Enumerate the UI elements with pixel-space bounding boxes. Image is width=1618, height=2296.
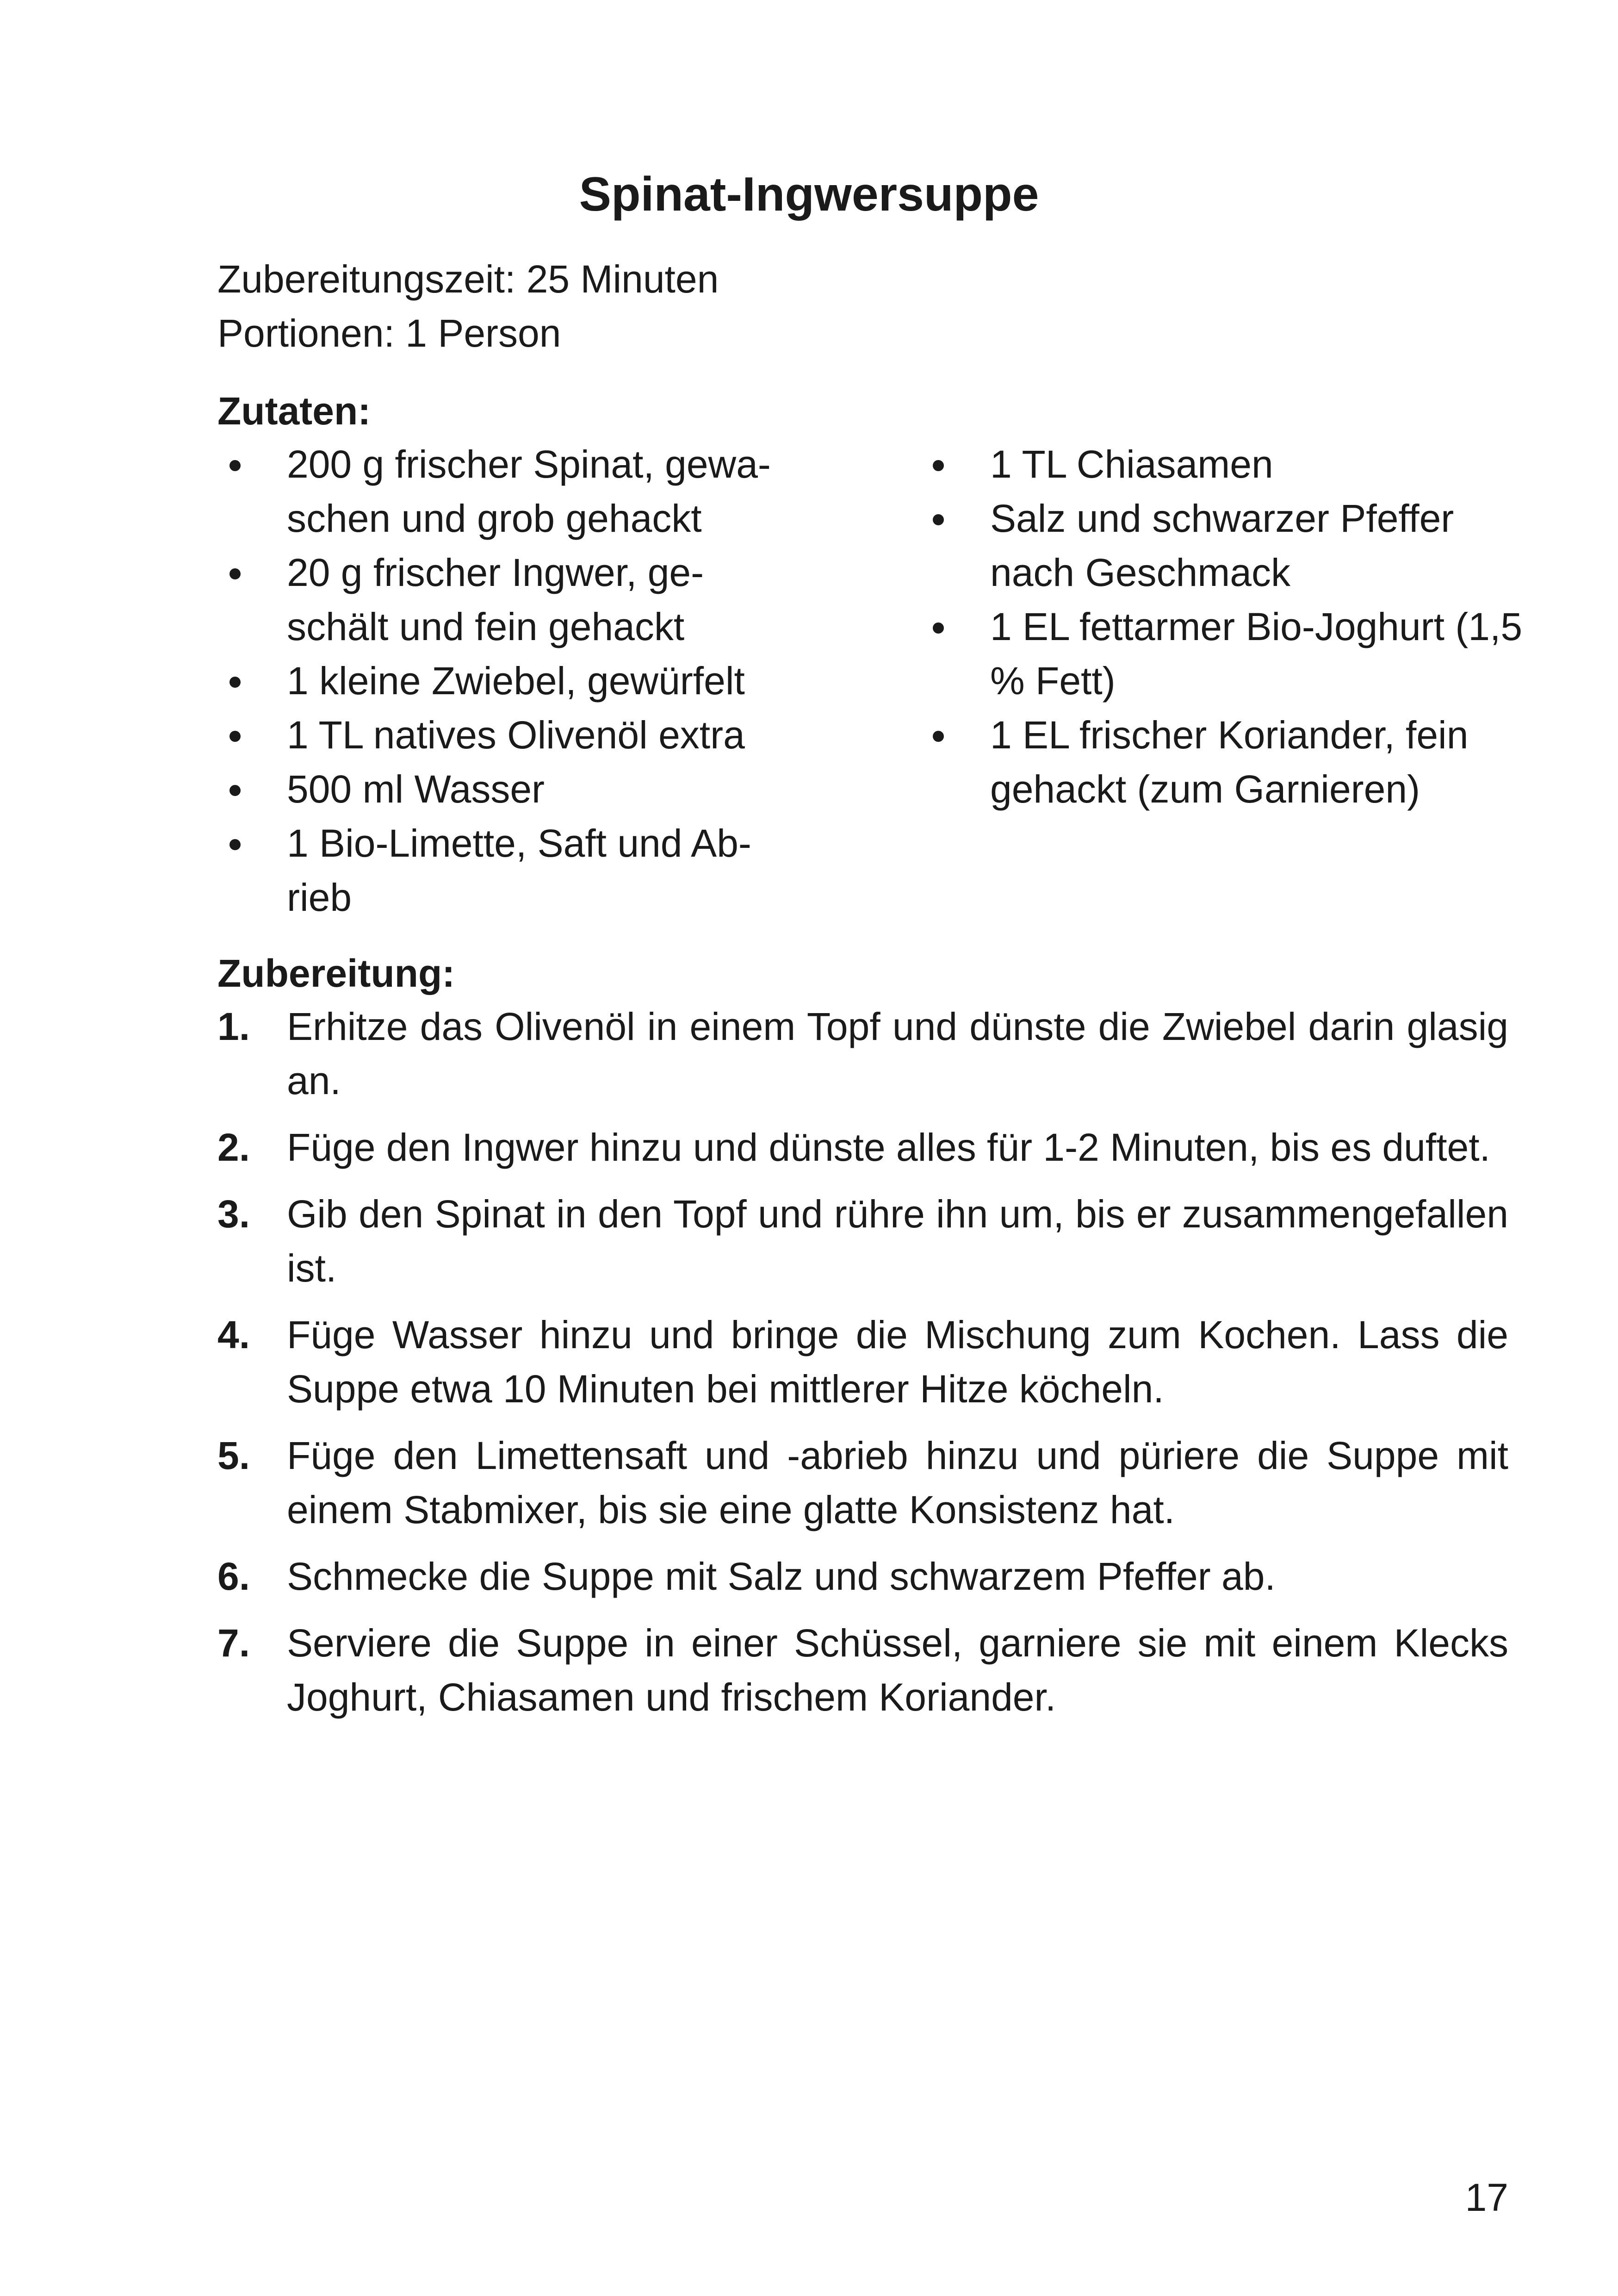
ingredient-item [217,437,796,546]
bullet-icon [221,654,249,708]
step-text: Serviere die Suppe in einer Schüssel, garniere sie mit einem Klecks Joghurt, Chiasamen und frischem Koriander. [287,1621,1508,1719]
ingredient-text: Salz und schwarzer Pfeffer nach Geschmack [990,497,1454,594]
bullet-icon [924,492,952,546]
prep-time: Zubereitungszeit: 25 Minuten [217,257,719,301]
recipe-title: Spinat-Ingwersuppe [579,168,1039,221]
ingredients-heading: Zutaten: [217,389,371,433]
step-item [217,1429,1508,1537]
step-text: Schmecke die Suppe mit Salz und schwarzem Pfeffer ab. [287,1555,1276,1598]
step-number: 2. [217,1126,250,1169]
bullet-icon [924,437,952,492]
bullet-icon [221,762,249,816]
ingredient-item [921,492,1536,600]
step-text: Erhitze das Olivenöl in einem Topf und dünste die Zwiebel darin glasig an. [287,1005,1508,1102]
ingredient-item [921,437,1536,492]
ingredient-item [217,546,796,654]
step-number: 6. [217,1555,250,1598]
step-item [217,1000,1508,1108]
ingredient-item [921,708,1536,816]
bullet-icon [221,437,249,492]
step-text: Füge den Ingwer hinzu und dünste alles für 1-2 Minuten, bis es duftet. [287,1126,1490,1169]
ingredients-list-left [217,437,796,925]
ingredient-text: 20 g frischer Ingwer, ge-schält und fein gehackt [287,551,704,648]
ingredient-item [217,708,796,762]
step-text: Füge den Limettensaft und -abrieb hinzu und püriere die Suppe mit einem Stabmixer, bis sie eine glatte Konsistenz hat. [287,1434,1508,1531]
ingredient-text: 1 EL fettarmer Bio-Joghurt (1,5 % Fett) [990,605,1523,703]
ingredient-item [217,654,796,708]
servings: Portionen: 1 Person [217,311,561,355]
step-item [217,1308,1508,1416]
preparation-steps [217,1000,1508,1737]
step-number: 7. [217,1621,250,1665]
bullet-icon [924,600,952,654]
ingredient-text: 1 TL Chiasamen [990,442,1273,486]
step-item [217,1616,1508,1724]
ingredient-text: 1 TL natives Olivenöl extra [287,713,745,757]
recipe-meta [217,252,719,361]
bullet-icon [221,546,249,600]
bullet-icon [924,708,952,762]
step-number: 3. [217,1192,250,1236]
step-text: Gib den Spinat in den Topf und rühre ihn um, bis er zusammengefallen ist. [287,1192,1508,1290]
step-item [217,1549,1508,1604]
ingredient-text: 1 kleine Zwiebel, gewürfelt [287,659,745,703]
ingredient-text: 1 EL frischer Koriander, fein gehackt (zum Garnieren) [990,713,1469,811]
bullet-icon [221,708,249,762]
step-number: 4. [217,1313,250,1356]
page-number: 17 [1465,2176,1508,2219]
step-item [217,1120,1508,1175]
ingredient-text: 1 Bio-Limette, Saft und Ab-rieb [287,821,751,919]
step-number: 1. [217,1005,250,1048]
ingredient-item [217,762,796,816]
ingredient-item [921,600,1536,708]
step-text: Füge Wasser hinzu und bringe die Mischung zum Kochen. Lass die Suppe etwa 10 Minuten bei mittlerer Hitze köcheln. [287,1313,1508,1411]
preparation-heading: Zubereitung: [217,952,455,995]
ingredients-list-right [921,437,1536,816]
ingredient-item [217,816,796,925]
ingredient-text: 200 g frischer Spinat, gewa-schen und grob gehackt [287,442,771,540]
bullet-icon [221,816,249,871]
step-number: 5. [217,1434,250,1477]
ingredient-text: 500 ml Wasser [287,767,545,811]
step-item [217,1187,1508,1295]
